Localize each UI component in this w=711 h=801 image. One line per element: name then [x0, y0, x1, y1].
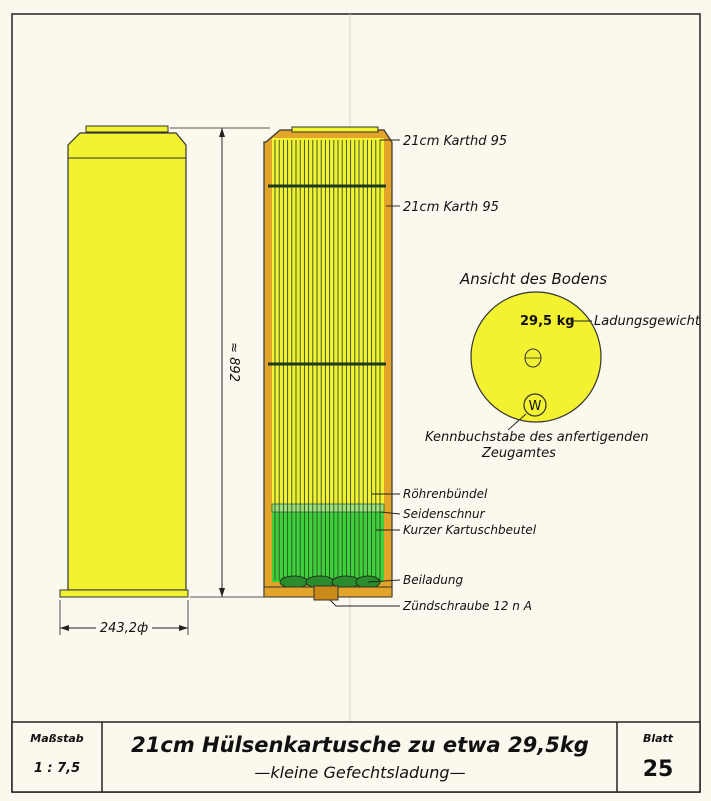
- case-section-view: [264, 127, 392, 600]
- base-view: [425, 270, 701, 461]
- label-kartuschbeutel: Kurzer Kartuschbeutel: [403, 523, 537, 537]
- sheet-label: Blatt: [642, 732, 674, 745]
- label-karthd: 21cm Karthd 95: [403, 134, 508, 149]
- diameter-dimension: [60, 600, 188, 636]
- length-label: ≈ 892: [226, 342, 241, 382]
- arsenal-mark-label-1: Kennbuchstabe des anfertigenden: [425, 430, 649, 445]
- label-seidenschnur: Seidenschnur: [403, 507, 485, 521]
- arsenal-mark-label-2: Zeugamtes: [482, 446, 556, 461]
- primer-screw: [314, 586, 338, 600]
- label-zuendschraube: Zündschraube 12 n A: [403, 599, 532, 613]
- label-beiladung: Beiladung: [403, 573, 464, 587]
- arsenal-mark-letter: W: [528, 399, 542, 414]
- scale-value: 1 : 7,5: [33, 761, 81, 776]
- drawing-subtitle: —kleine Gefechtsladung—: [254, 763, 466, 782]
- case-exterior-view: [60, 126, 188, 597]
- label-karth: 21cm Karth 95: [403, 200, 499, 215]
- base-view-title: Ansicht des Bodens: [460, 270, 608, 288]
- label-roehrenbuendel: Röhrenbündel: [403, 487, 488, 501]
- scale-label: Maßstab: [30, 732, 84, 745]
- sheet-number: 25: [642, 757, 674, 782]
- diameter-label: 243,2ф: [99, 621, 149, 636]
- charge-weight-label: Ladungsgewicht: [594, 314, 700, 329]
- title-block: [12, 722, 700, 792]
- drawing-title: 21cm Hülsenkartusche zu etwa 29,5kg: [131, 733, 589, 757]
- charge-weight: 29,5 kg: [520, 314, 575, 329]
